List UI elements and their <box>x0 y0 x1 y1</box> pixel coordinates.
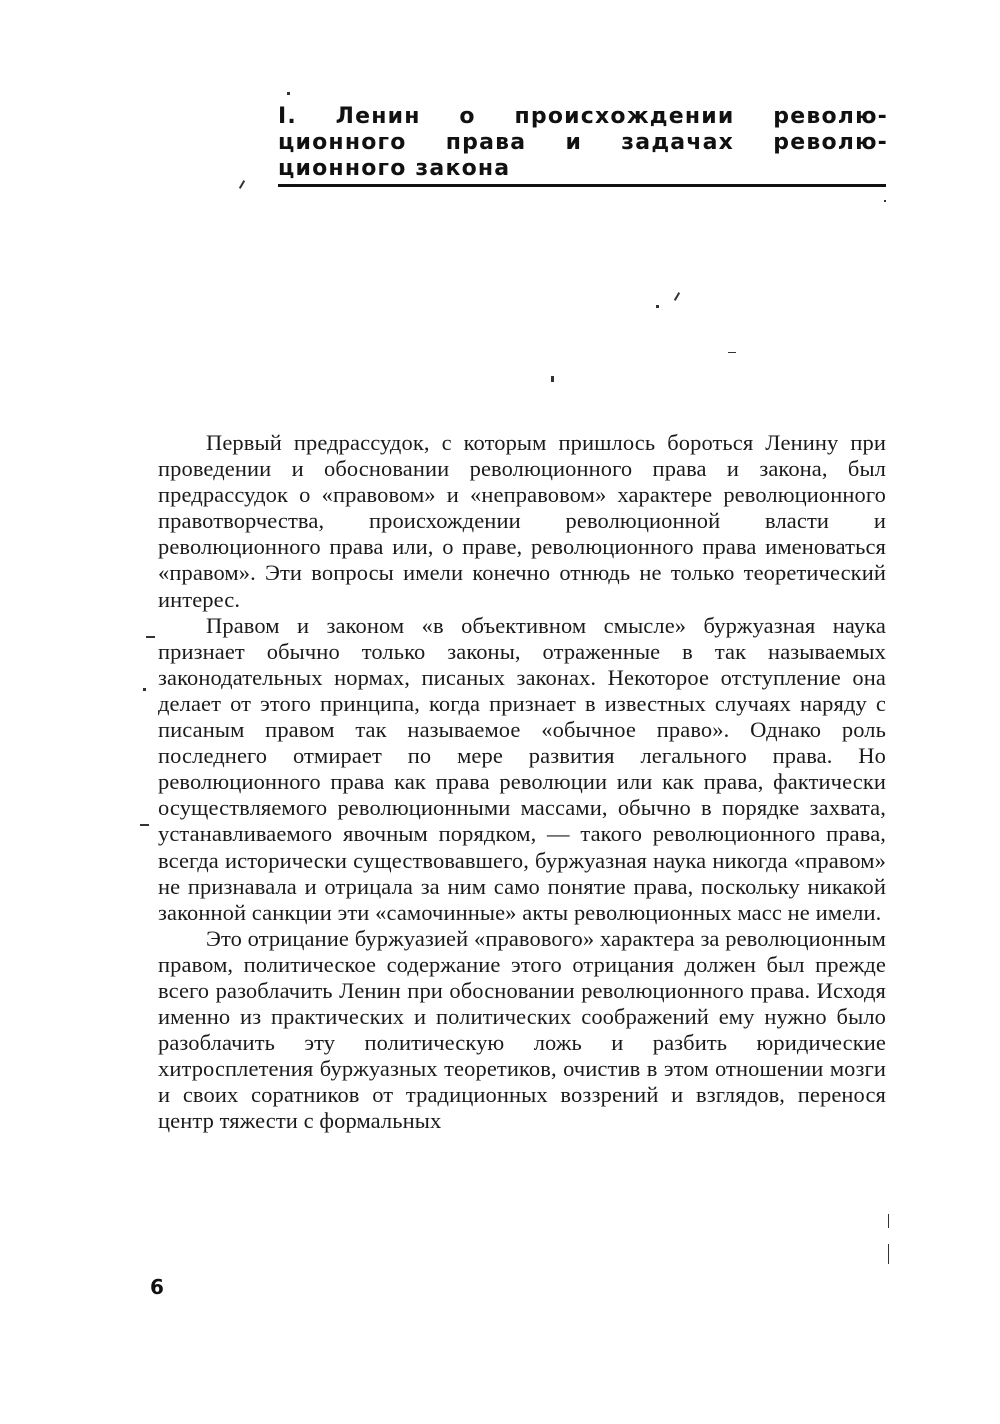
chapter-heading: I. Ленин о происхождении револю-ционного права и задачах револю-ционного закона <box>278 104 888 181</box>
scan-speck <box>287 92 290 95</box>
scan-speck <box>140 824 149 826</box>
scan-speck <box>656 305 659 308</box>
paragraph-1: Первый предрассудок, с которым пришлось бороться Ленину при проведении и обосновании революционного права и закона, был предрассудок о «правовом» и «неправовом» характере революционного правотворчества, происхождении революционной власти и революционного права или, о праве, революционного права именоваться «правом». Эти вопросы имели конечно отнюдь не только теоретический интерес. <box>158 430 886 612</box>
scan-speck <box>884 200 886 202</box>
heading-underline <box>278 184 886 187</box>
scan-speck <box>674 292 680 301</box>
scan-speck <box>239 180 245 189</box>
body-text <box>158 430 886 1135</box>
page-number: 6 <box>150 1275 164 1299</box>
scan-speck <box>888 1244 889 1264</box>
paragraph-3: Это отрицание буржуазией «правового» характера за революционным правом, политическое содержание этого отрицания должен был прежде всего разоблачить Ленин при обосновании революционного права. Исходя именно из практических и политических соображений ему нужно было разоблачить эту политическую ложь и разбить юридические хитросплетения буржуазных теоретиков, очистив в этом отношении мозги и своих соратников от традиционных воззрений и взглядов, перенося центр тяжести с формальных <box>158 925 887 1134</box>
paragraph-2: Правом и законом «в объективном смысле» буржуазная наука признает обычно только законы, отраженные в так называемых законодательных нормах, писаных законах. Некоторое отступление она делает от этого принципа, когда признает в известных случаях наряду с писаным правом так называемое «обычное право». Однако роль последнего отмирает по мере развития легального права. Но революционного права как права революции или как права, фактически осуществляемого революционными массами, обычно в порядке захвата, устанавливаемого явочным порядком, — такого революционного права, всегда исторически существовавшего, буржуазная наука никогда «правом» не признавала и отрицала за ним само понятие права, поскольку никакой законной санкции эти «самочинные» акты революционных масс не имели. <box>158 612 886 925</box>
scan-speck <box>146 636 155 638</box>
scan-speck <box>888 1214 889 1228</box>
scan-speck <box>143 688 146 691</box>
scan-speck <box>728 352 736 353</box>
scan-speck <box>551 376 554 382</box>
